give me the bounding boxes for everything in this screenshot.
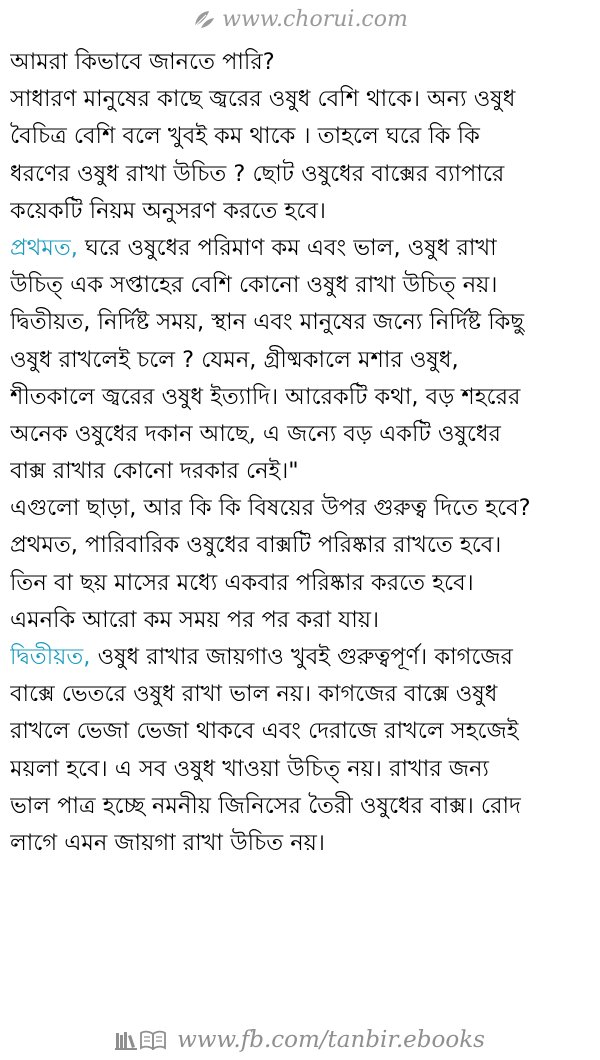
bookshelf-icon bbox=[115, 1030, 137, 1050]
text-line: কয়েকটি নিয়ম অনুসরণ করতে হবে। bbox=[10, 197, 326, 224]
text-line: আমরা কিভাবে জানতে পারি? bbox=[10, 49, 275, 75]
header-watermark bbox=[0, 2, 600, 36]
text-line: ওষুধ রাখলেই চলে ? যেমন, গ্রীষ্মকালে মশার ওষুধ, bbox=[10, 346, 459, 373]
text-line: শীতকালে জ্বরের ওষুধ ইত্যাদি। আরেকটি কথা, বড় শহরের bbox=[10, 383, 521, 410]
text-line: উচিত্ এক সপ্তাহের বেশি কোনো ওষুধ রাখা উচিত্ নয়। bbox=[10, 272, 498, 299]
text-line: এগুলো ছাড়া, আর কি কি বিষয়ের উপর গুরুত্ব দিতে হবে? bbox=[10, 495, 531, 522]
text-line: লাগে এমন জায়গা রাখা উচিত নয়। bbox=[10, 829, 325, 856]
text-line: দ্বিতীয়ত, ওষুধ রাখার জায়গাও খুবই গুরুত্বপূর্ণ। কাগজের bbox=[10, 644, 513, 670]
open-book-icon bbox=[140, 1030, 166, 1050]
text-line: তিন বা ছয় মাসের মধ্যে একবার পরিষ্কার করতে হবে। bbox=[10, 569, 474, 596]
footer-url: www.fb.com/tanbir.ebooks bbox=[177, 1027, 485, 1053]
text-line: দ্বিতীয়ত, নির্দিষ্ট সময়, স্থান এবং মানুষের জন্যে নির্দিষ্ট কিছু bbox=[10, 309, 525, 336]
text-line: প্রথমত, পারিবারিক ওষুধের বাক্সটি পরিষ্কার রাখতে হবে। bbox=[10, 532, 502, 559]
leaf-logo-icon bbox=[192, 8, 216, 30]
text-line: ধরণের ওষুধ রাখা উচিত ? ছোট ওষুধের বাক্সের ব্যাপারে bbox=[10, 160, 505, 187]
document-body bbox=[10, 44, 592, 862]
header-url: www.chorui.com bbox=[222, 6, 408, 32]
section-marker: প্রথমত, bbox=[10, 234, 78, 261]
text-line: বৈচিত্র বেশি বলে খুবই কম থাকে । তাহলে ঘরে কি কি bbox=[10, 123, 480, 150]
text-line: ময়লা হবে। এ সব ওষুধ খাওয়া উচিত্ নয়। রাখার জন্য bbox=[10, 755, 489, 782]
section-marker: দ্বিতীয়ত, bbox=[10, 644, 91, 670]
text-line: প্রথমত, ঘরে ওষুধের পরিমাণ কম এবং ভাল, ওষুধ রাখা bbox=[10, 234, 497, 261]
text-line: ভাল পাত্র হচ্ছে নমনীয় জিনিসের তৈরী ওষুধের বাক্স। রোদ bbox=[10, 792, 521, 819]
text-line: বাক্সে ভেতরে ওষুধ রাখা ভাল নয়। কাগজের বাক্সে ওষুধ bbox=[10, 681, 498, 708]
text-line: রাখলে ভেজা ভেজা থাকবে এবং দেরাজে রাখলে সহজেই bbox=[10, 718, 519, 745]
text-line: সাধারণ মানুষের কাছে জ্বরের ওষুধ বেশি থাকে। অন্য ওষুধ bbox=[10, 86, 516, 113]
text-line: বাক্স রাখার কোনো দরকার নেই।" bbox=[10, 458, 299, 485]
footer-watermark bbox=[0, 1022, 600, 1058]
text-line: এমনকি আরো কম সময় পর পর করা যায়। bbox=[10, 606, 380, 633]
text-line: অনেক ওষুধের দকান আছে, এ জন্যে বড় একটি ওষুধের bbox=[10, 420, 501, 447]
